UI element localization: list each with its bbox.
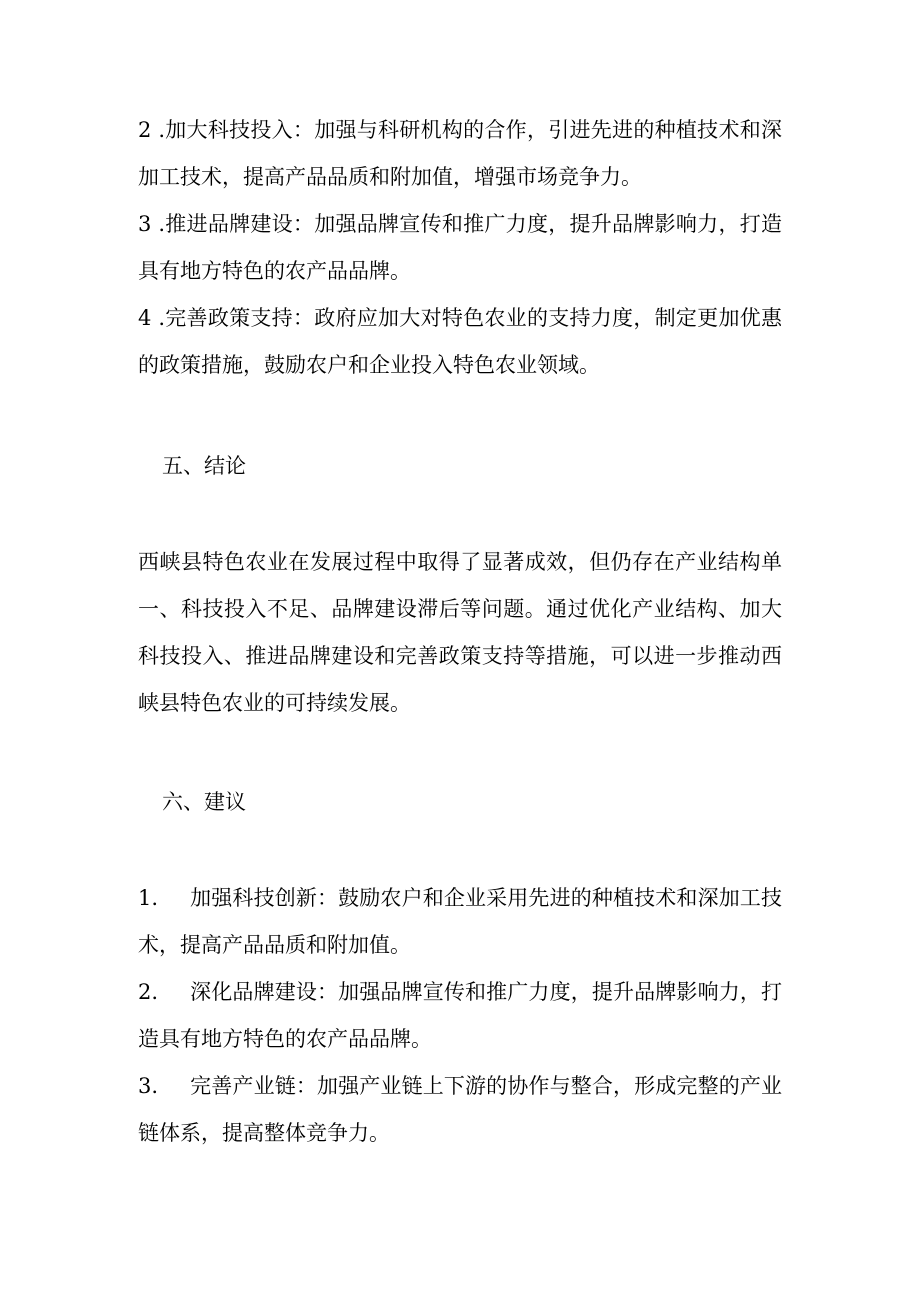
item-number: 3. <box>138 1074 159 1098</box>
conclusion-paragraph: 西峡县特色农业在发展过程中取得了显著成效，但仍存在产业结构单一、科技投入不足、品牌建设滞后等问题。通过优化产业结构、加大科技投入、推进品牌建设和完善政策支持等措施，可以进一步推动西峡县特色农业的可持续发展。 <box>138 550 782 715</box>
item-text: .推进品牌建设：加强品牌宣传和推广力度，提升品牌影响力，打造具有地方特色的农产品品牌。 <box>138 212 782 283</box>
list-item <box>138 201 782 295</box>
item-text: 深化品牌建设：加强品牌宣传和推广力度，提升品牌影响力，打造具有地方特色的农产品品牌。 <box>138 980 782 1051</box>
item-number: 2 <box>138 118 152 142</box>
list-item <box>138 875 782 969</box>
section-heading-suggestions: 六、建议 <box>162 790 246 814</box>
item-number: 3 <box>138 212 152 236</box>
item-text: .完善政策支持：政府应加大对特色农业的支持力度，制定更加优惠的政策措施，鼓励农户和企业投入特色农业领域。 <box>138 306 782 377</box>
list-item <box>138 295 782 389</box>
list-item <box>138 1063 782 1157</box>
item-text: .加大科技投入：加强与科研机构的合作，引进先进的种植技术和深加工技术，提高产品品质和附加值，增强市场竞争力。 <box>138 118 782 189</box>
item-number: 2. <box>138 980 159 1004</box>
list-item <box>138 969 782 1063</box>
item-text: 完善产业链：加强产业链上下游的协作与整合，形成完整的产业链体系，提高整体竞争力。 <box>138 1074 782 1145</box>
list-item <box>138 107 782 201</box>
conclusion-section <box>138 539 782 727</box>
section-heading-conclusion: 五、结论 <box>162 454 246 478</box>
measures-list <box>138 107 782 389</box>
item-number: 4 <box>138 306 152 330</box>
item-text: 加强科技创新：鼓励农户和企业采用先进的种植技术和深加工技术，提高产品品质和附加值。 <box>138 886 782 957</box>
suggestions-list <box>138 875 782 1157</box>
item-number: 1. <box>138 886 159 910</box>
